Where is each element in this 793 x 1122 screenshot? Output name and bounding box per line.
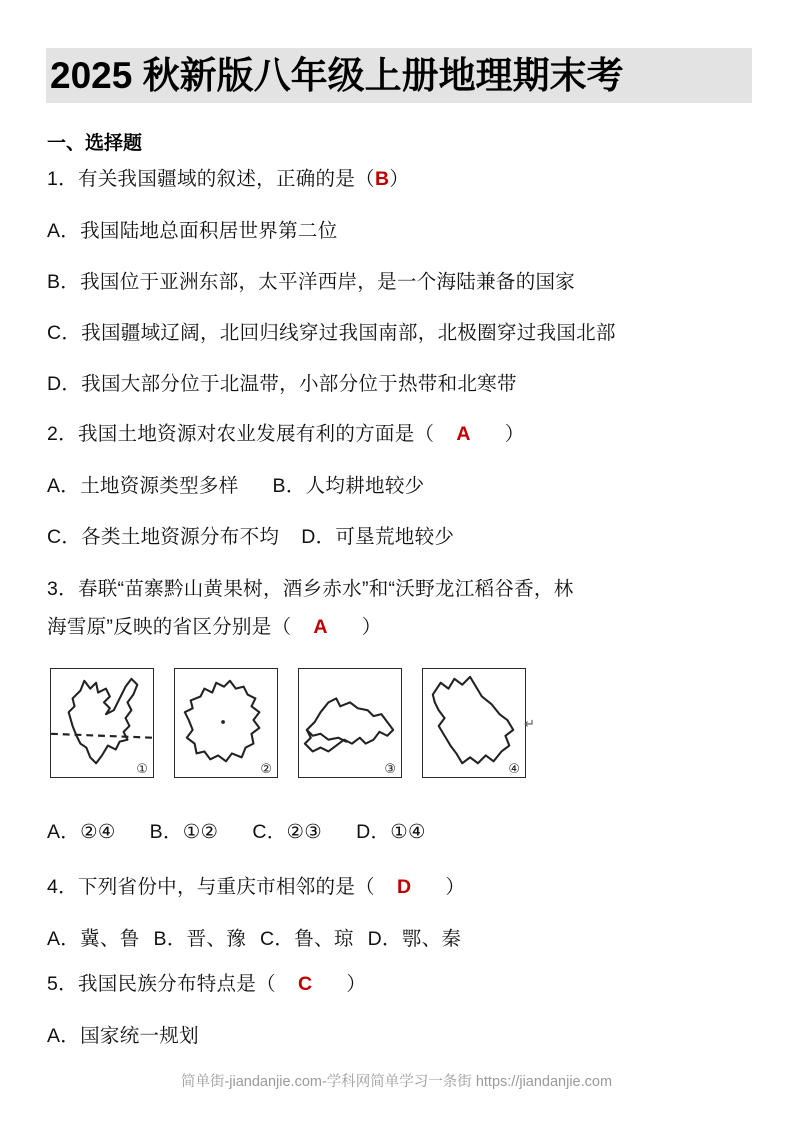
paragraph-return-mark-icon: ↵: [524, 716, 535, 731]
question-4-stem: [47, 873, 465, 901]
question-3-stem-text: 海雪原”反映的省区分别是（: [47, 616, 292, 638]
question-1-stem-tail: ）: [389, 168, 410, 190]
question-3-answer: A: [313, 616, 328, 638]
province-outline-figure: [50, 668, 550, 780]
province-map-label-2: ②: [260, 761, 272, 776]
question-1-option-c: C．我国疆域辽阔，北回归线穿过我国南部，北极圈穿过我国北部: [47, 322, 616, 344]
question-2-option-d: D．可垦荒地较少: [301, 526, 455, 548]
question-3-option-c: C．②③: [252, 821, 323, 843]
question-1-option-d: D．我国大部分位于北温带，小部分位于热带和北寒带: [47, 373, 517, 395]
question-5-answer: C: [297, 973, 313, 995]
province-map-box-1: [50, 668, 154, 778]
question-2-answer: A: [456, 423, 471, 445]
question-2-stem: [47, 420, 525, 448]
province-map-label-4: ④: [508, 761, 520, 776]
question-4-answer: D: [396, 876, 412, 898]
question-4-option-c: C．鲁、琼: [260, 928, 354, 950]
province-map-label-1: ①: [136, 761, 148, 776]
question-1-stem-text: 1．有关我国疆域的叙述，正确的是（: [47, 168, 375, 190]
question-2-option-a: A．土地资源类型多样: [47, 475, 239, 497]
question-1-stem: [47, 165, 409, 193]
province-map-label-3: ③: [384, 761, 396, 776]
question-5-option-a: A．国家统一规划: [47, 1025, 199, 1047]
province-map-box-4: [422, 668, 526, 778]
question-5-stem-text: 5．我国民族分布特点是（: [47, 973, 276, 995]
question-3-option-b: B．①②: [149, 821, 219, 843]
question-1-option-a: A．我国陆地总面积居世界第二位: [47, 220, 338, 242]
province-map-box-3: [298, 668, 402, 778]
question-5-stem-tail: ）: [346, 973, 367, 995]
question-4-options-row: [47, 925, 461, 953]
question-2-stem-tail: ）: [504, 423, 525, 445]
footer-watermark: 简单街-jiandanjie.com-学科网简单学习一条街 https://jiandanjie.com: [180, 1074, 613, 1090]
question-4-stem-text: 4．下列省份中，与重庆市相邻的是（: [47, 876, 375, 898]
question-1-option-b: B．我国位于亚洲东部，太平洋西岸，是一个海陆兼备的国家: [47, 271, 576, 293]
question-4-option-d: D．鄂、秦: [367, 928, 462, 950]
question-2-option-b: B．人均耕地较少: [272, 475, 425, 497]
question-3-stem-tail: ）: [361, 616, 382, 638]
question-2-options-row-1: [47, 472, 424, 500]
question-1-answer: B: [374, 168, 390, 190]
question-3-option-a: A．②④: [47, 821, 116, 843]
question-4-option-b: B．晋、豫: [153, 928, 247, 950]
question-3-stem-line-1: 3．春联“苗寨黔山黄果树，酒乡赤水”和“沃野龙江稻谷香，林: [47, 578, 574, 600]
question-5-stem: [47, 970, 366, 998]
page-title: 2025 秋新版八年级上册地理期末考: [50, 55, 624, 96]
question-4-option-a: A．冀、鲁: [47, 928, 140, 950]
question-3-stem-line-2: [47, 613, 382, 641]
question-3-options-row: [47, 818, 426, 846]
question-4-stem-tail: ）: [445, 876, 466, 898]
section-heading: 一、选择题: [47, 133, 143, 154]
province-map-box-2: [174, 668, 278, 778]
question-2-option-c: C．各类土地资源分布不均: [47, 526, 280, 548]
question-3-option-d: D．①④: [356, 821, 426, 843]
question-2-options-row-2: [47, 523, 454, 551]
question-2-stem-text: 2．我国土地资源对农业发展有利的方面是（: [47, 423, 435, 445]
